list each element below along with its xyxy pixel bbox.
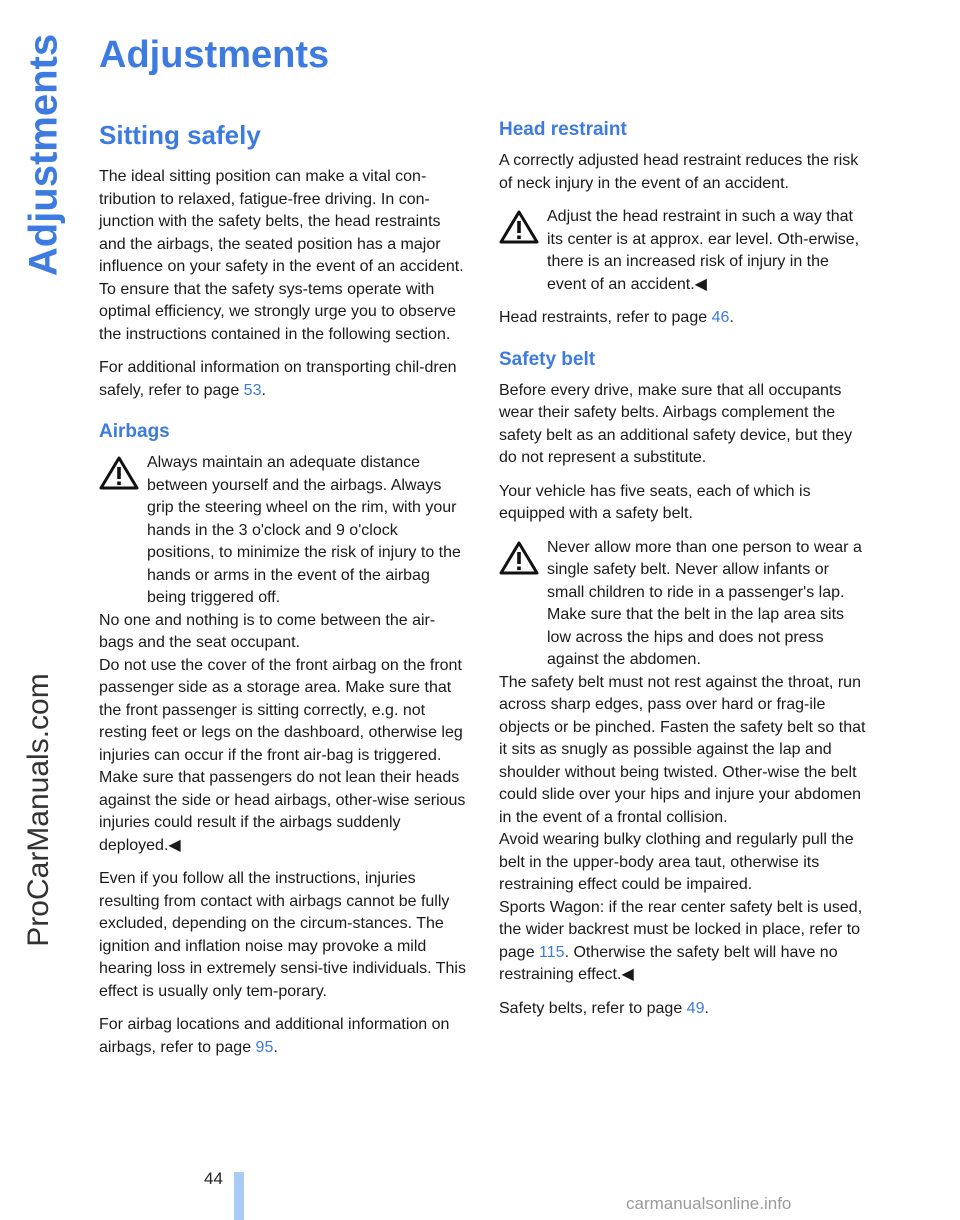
page-link-53[interactable]: 53 xyxy=(243,381,262,399)
airbags-warning-text-1: Always maintain an adequate distance between yourself and the airbags. Always grip the steering wheel on the rim, with your hands in the 3 o'clock and 9 o'clock positions, to minimize the risk of injury to the hands or arms in the event of the airbag being triggered off. xyxy=(147,454,461,606)
page-number: 44 xyxy=(204,1169,223,1188)
side-watermark xyxy=(14,420,64,1200)
side-watermark-text: ProCarManuals.com xyxy=(22,673,55,947)
subsection-title-airbags: Airbags xyxy=(99,421,170,442)
safety-belt-paragraph-1: Before every drive, make sure that all occupants wear their safety belts. Airbags complement the safety belt as an additional safety device, but they do not represent a substitute. xyxy=(499,381,853,466)
page-title: Adjustments xyxy=(99,34,330,76)
left-column xyxy=(99,118,467,1070)
safety-belt-warning-text-2: The safety belt must not rest against the throat, run across sharp edges, pass over hard or frag-ile objects or be pinched. Fasten the safety belt so that it sits as snugly as possible against the lap and shoulder without being twisted. Other-wise the belt could slide over your hips and injure your abdomen in the event of a frontal collision. xyxy=(499,673,866,826)
page-number-bar xyxy=(234,1172,244,1220)
head-restraint-reference: Head restraints, refer to page 46. xyxy=(499,309,734,326)
sitting-intro-paragraph: The ideal sitting position can make a vital con-tribution to relaxed, fatigue-free driving. In con-junction with the safety belts, the head restraints and the airbags, the seated position has a major influence on your safety in the event of an accident. To ensure that the safety sys-tems operate with optimal efficiency, we strongly urge you to observe the instructions contained in the following section. xyxy=(99,168,464,343)
warning-triangle-icon xyxy=(499,210,539,244)
sitting-children-paragraph: For additional information on transporting chil-dren safely, refer to page 53. xyxy=(99,359,457,399)
safety-belt-warning-text-3: Avoid wearing bulky clothing and regularly pull the belt in the upper-body area taut, otherwise its restraining effect could be impaired. xyxy=(499,831,854,893)
warning-triangle-icon xyxy=(99,456,139,490)
head-restraint-warning-text: Adjust the head restraint in such a way that its center is at approx. ear level. Oth-erwise, there is an increased risk of injury in the event of an accident.◀ xyxy=(547,208,860,293)
page-link-95[interactable]: 95 xyxy=(255,1038,274,1056)
side-chapter-tab xyxy=(21,30,66,280)
subsection-title-head-restraint: Head restraint xyxy=(499,119,627,140)
section-title-sitting-safely: Sitting safely xyxy=(99,120,261,150)
warning-triangle-icon xyxy=(499,541,539,575)
right-column xyxy=(499,118,867,1031)
page-link-115[interactable]: 115 xyxy=(539,943,565,961)
safety-belt-warning-text-1: Never allow more than one person to wear a single safety belt. Never allow infants or small children to ride in a passenger's lap. Make sure that the belt in the lap area sits low across the hips and does not press against the abdomen. xyxy=(547,538,862,668)
safety-belt-paragraph-2: Your vehicle has five seats, each of which is equipped with a safety belt. xyxy=(499,482,811,522)
airbags-warning-text-4: Make sure that passengers do not lean their heads against the side or head airbags, other-wise serious injuries could result if the airbags suddenly deployed.◀ xyxy=(99,769,466,854)
page-link-46[interactable]: 46 xyxy=(711,309,730,326)
airbags-reference-paragraph: For airbag locations and additional information on airbags, refer to page 95. xyxy=(99,1016,450,1056)
safety-belt-warning-text-4: Sports Wagon: if the rear center safety belt is used, the wider backrest must be locked in place, refer to page 115. Otherwise the safety belt will have no restraining effect.◀ xyxy=(499,898,863,983)
safety-belt-reference: Safety belts, refer to page 49. xyxy=(499,999,709,1017)
head-restraint-warning xyxy=(499,206,867,296)
subsection-title-safety-belt: Safety belt xyxy=(499,348,596,370)
side-chapter-label: Adjustments xyxy=(21,33,66,277)
airbags-injury-paragraph: Even if you follow all the instructions, injuries resulting from contact with airbags cannot be fully excluded, depending on the circum-stances. The ignition and inflation noise may provoke a mild hearing loss in extremely sensi-tive individuals. This effect is usually only tem-porary. xyxy=(99,870,466,1000)
footer-watermark: carmanualsonline.info xyxy=(626,1194,792,1213)
safety-belt-warning xyxy=(499,537,867,987)
airbags-warning xyxy=(99,452,467,857)
airbags-warning-text-2: No one and nothing is to come between the air-bags and the seat occupant. xyxy=(99,611,436,651)
airbags-warning-text-3: Do not use the cover of the front airbag on the front passenger side as a storage area. Make sure that the front passenger is sitting correctly, e.g. not resting feet or legs on the dashboard, otherwise leg injuries can occur if the front air-bag is triggered. xyxy=(99,656,463,764)
head-restraint-paragraph: A correctly adjusted head restraint reduces the risk of neck injury in the event of an accident. xyxy=(499,152,859,192)
page-link-49[interactable]: 49 xyxy=(686,999,705,1017)
